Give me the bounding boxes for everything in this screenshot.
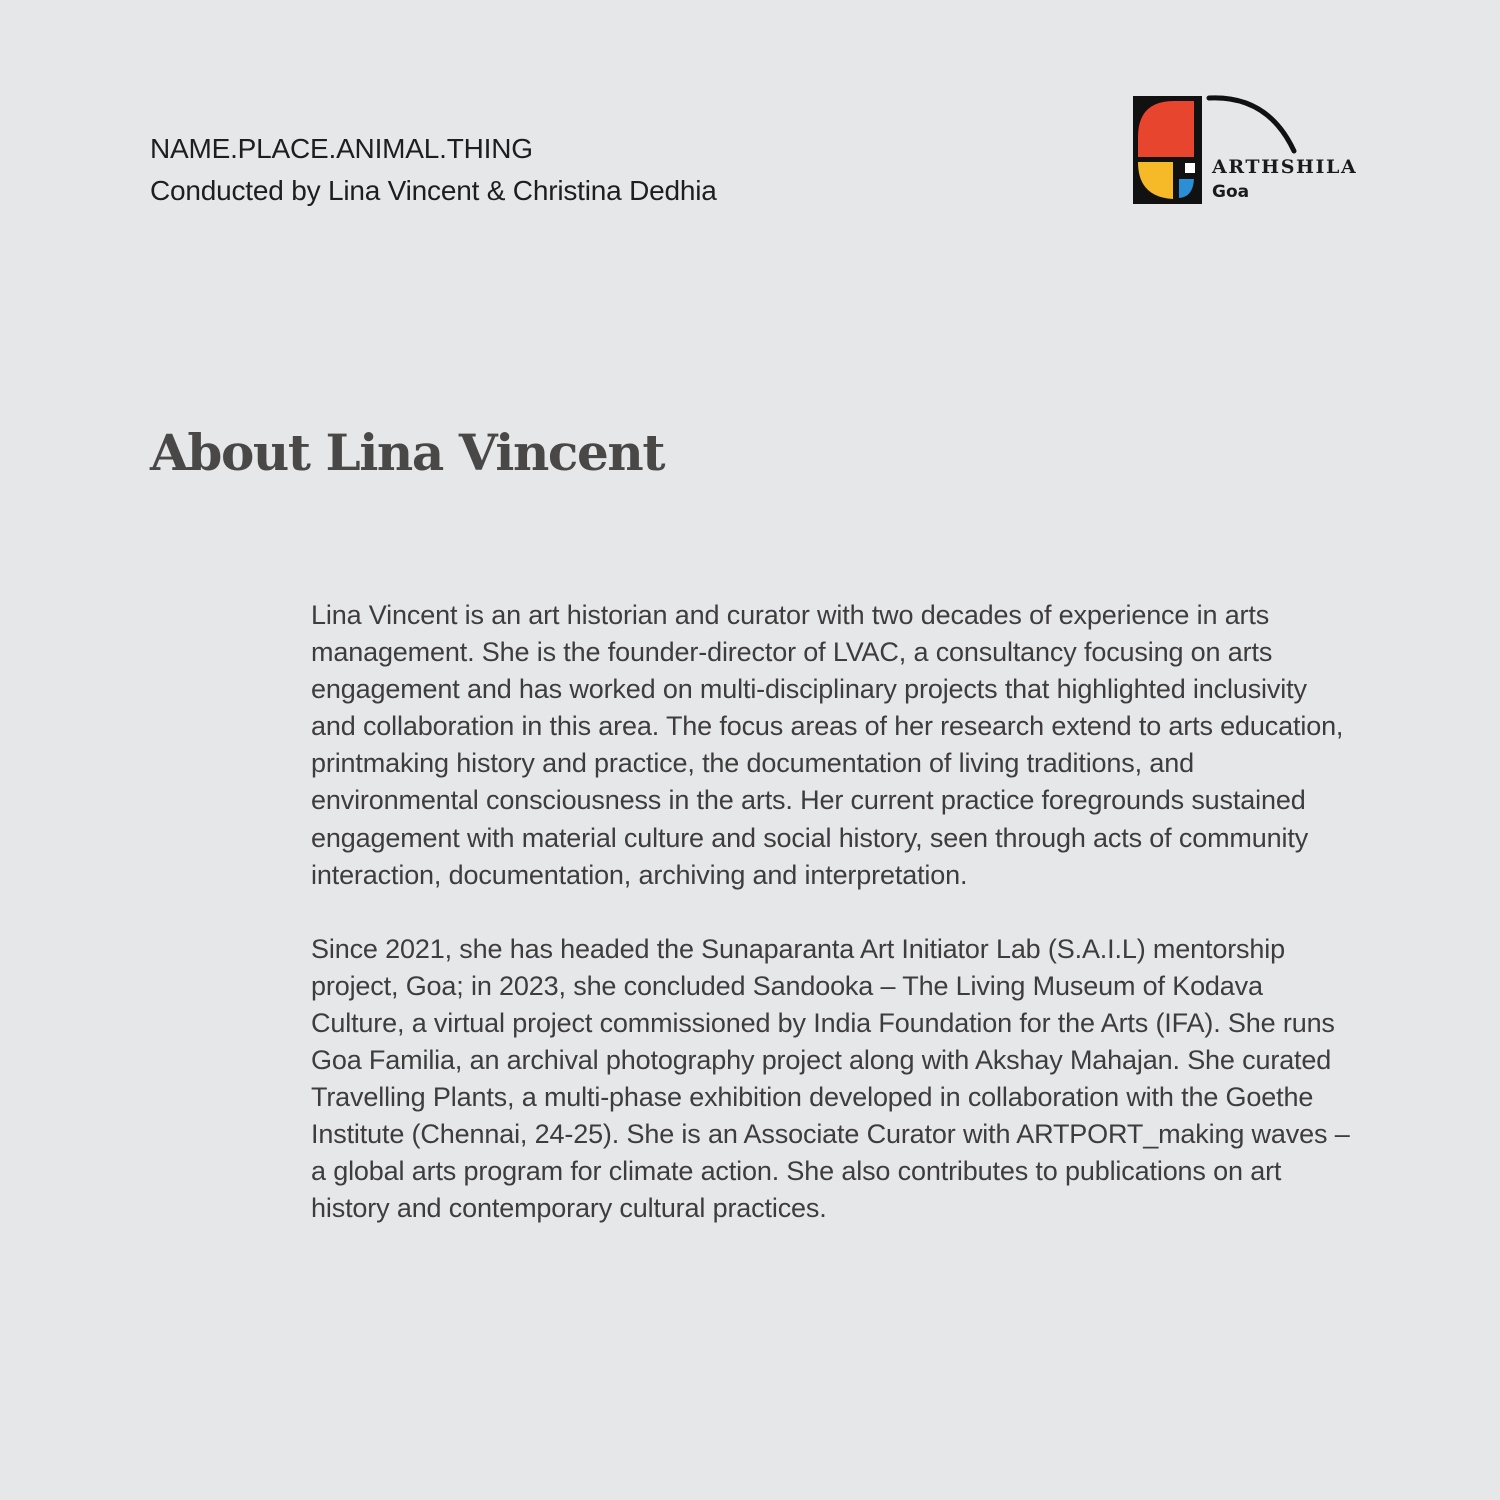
workshop-title: NAME.PLACE.ANIMAL.THING xyxy=(150,133,533,164)
bio-paragraph-1: Lina Vincent is an art historian and curator with two decades of experience in arts management. She is the founder-director of LVAC, a consultancy focusing on arts engagement and has worked on multi-disciplinary projects that highlighted inclusivity and collaboration in this area. The focus areas of her research extend to arts education, printmaking history and practice, the documentation of living traditions, and environmental consciousness in the arts. Her current practice foregrounds sustained engagement with material culture and social history, seen through acts of community interaction, documentation, archiving and interpretation. xyxy=(311,600,1344,890)
header xyxy=(150,128,950,212)
bio-section xyxy=(311,597,1356,1265)
logo-place: Goa xyxy=(1212,182,1250,202)
logo-name: ARTHSHILA xyxy=(1212,156,1358,178)
bio-paragraph-2: Since 2021, she has headed the Sunaparanta Art Initiator Lab (S.A.I.L) mentorship project, Goa; in 2023, she concluded Sandooka – The Living Museum of Kodava Culture, a virtual project commissioned by India Foundation for the Arts (IFA). She runs Goa Familia, an archival photography project along with Akshay Mahajan. She curated Travelling Plants, a multi-phase exhibition developed in collaboration with the Goethe Institute (Chennai, 24-25). She is an Associate Curator with ARTPORT_making waves – a global arts program for climate action. She also contributes to publications on art history and contemporary cultural practices. xyxy=(311,933,1350,1224)
arthshila-logo xyxy=(1130,93,1358,208)
page-heading: About Lina Vincent xyxy=(150,423,665,482)
workshop-conductors: Conducted by Lina Vincent & Christina Dedhia xyxy=(150,175,717,206)
